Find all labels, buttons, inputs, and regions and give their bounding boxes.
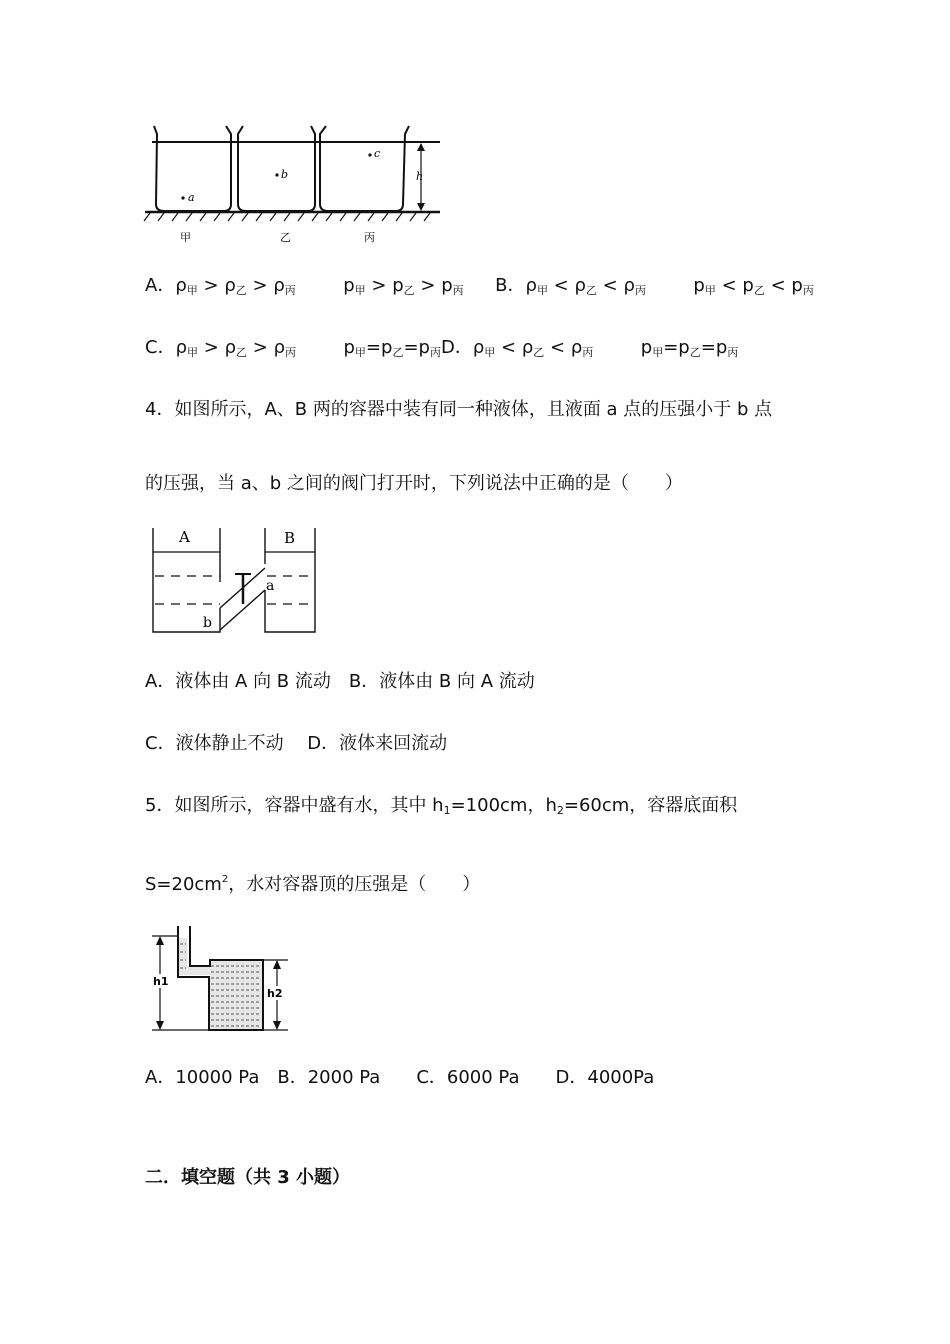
section-2-heading: 二．填空题（共 3 小题） xyxy=(145,1167,351,1188)
q5-h2-label: h2 xyxy=(267,987,283,1000)
q3-container-jia-label: 甲 xyxy=(180,231,191,244)
q3-point-b-label: b xyxy=(281,168,289,181)
q3-point-a-label: a xyxy=(188,191,195,204)
q3-height-label: h xyxy=(416,170,424,183)
q3-options-row2 xyxy=(145,336,738,365)
q3-option-b: B．$\rho_甲 < \rho_乙 < \rho_丙$ $p_甲 < p_乙 < p_丙$ xyxy=(495,275,814,297)
q3-point-c-label: c xyxy=(374,147,381,160)
q5-h1-label: h1 xyxy=(153,975,169,988)
q4-container-a-label: A xyxy=(179,528,190,546)
q3-option-c: C．$\rho_甲 > \rho_乙 > \rho_丙$ $p_甲=p_乙=p_丙$ xyxy=(145,337,441,359)
q5-container-figure xyxy=(148,922,298,1034)
q4-options-row1: A．液体由 A 向 B 流动 B．液体由 B 向 A 流动 xyxy=(145,671,535,692)
q5-stem-line1: 5．如图所示，容器中盛有水，其中 $h_1=100cm$，$h_2=60cm$，容器底面积 xyxy=(145,795,738,817)
q4-point-b-label: b xyxy=(203,615,212,631)
q4-container-b-label: B xyxy=(284,529,296,547)
q3-option-a: A．$\rho_甲 > \rho_乙 > \rho_丙$ $p_甲 > p_乙 > p_丙$ xyxy=(145,275,464,297)
q5-stem-line2: $S=20cm^2$，水对容器顶的压强是（ ） xyxy=(145,874,481,895)
q3-container-bing-label: 丙 xyxy=(364,231,375,244)
q4-options-row2: C．液体静止不动 D．液体来回流动 xyxy=(145,733,448,754)
q4-stem-line2: 的压强，当 a、b 之间的阀门打开时，下列说法中正确的是（ ） xyxy=(145,473,683,494)
q3-container-yi-label: 乙 xyxy=(280,231,291,244)
q3-options-row1 xyxy=(145,274,814,303)
q4-point-a-label: a xyxy=(266,578,275,594)
q3-containers-figure xyxy=(140,120,450,245)
q4-connected-containers-figure xyxy=(145,522,325,637)
q3-option-d: D．$\rho_甲 < \rho_乙 < \rho_丙$ $p_甲=p_乙=p_丙$ xyxy=(440,337,739,359)
q5-options: A．10000 Pa B．2000 Pa C．6000 Pa D．4000Pa xyxy=(145,1067,655,1088)
q4-stem-line1: 4．如图所示，A、B 两的容器中装有同一种液体，且液面 a 点的压强小于 b 点 xyxy=(145,399,773,420)
